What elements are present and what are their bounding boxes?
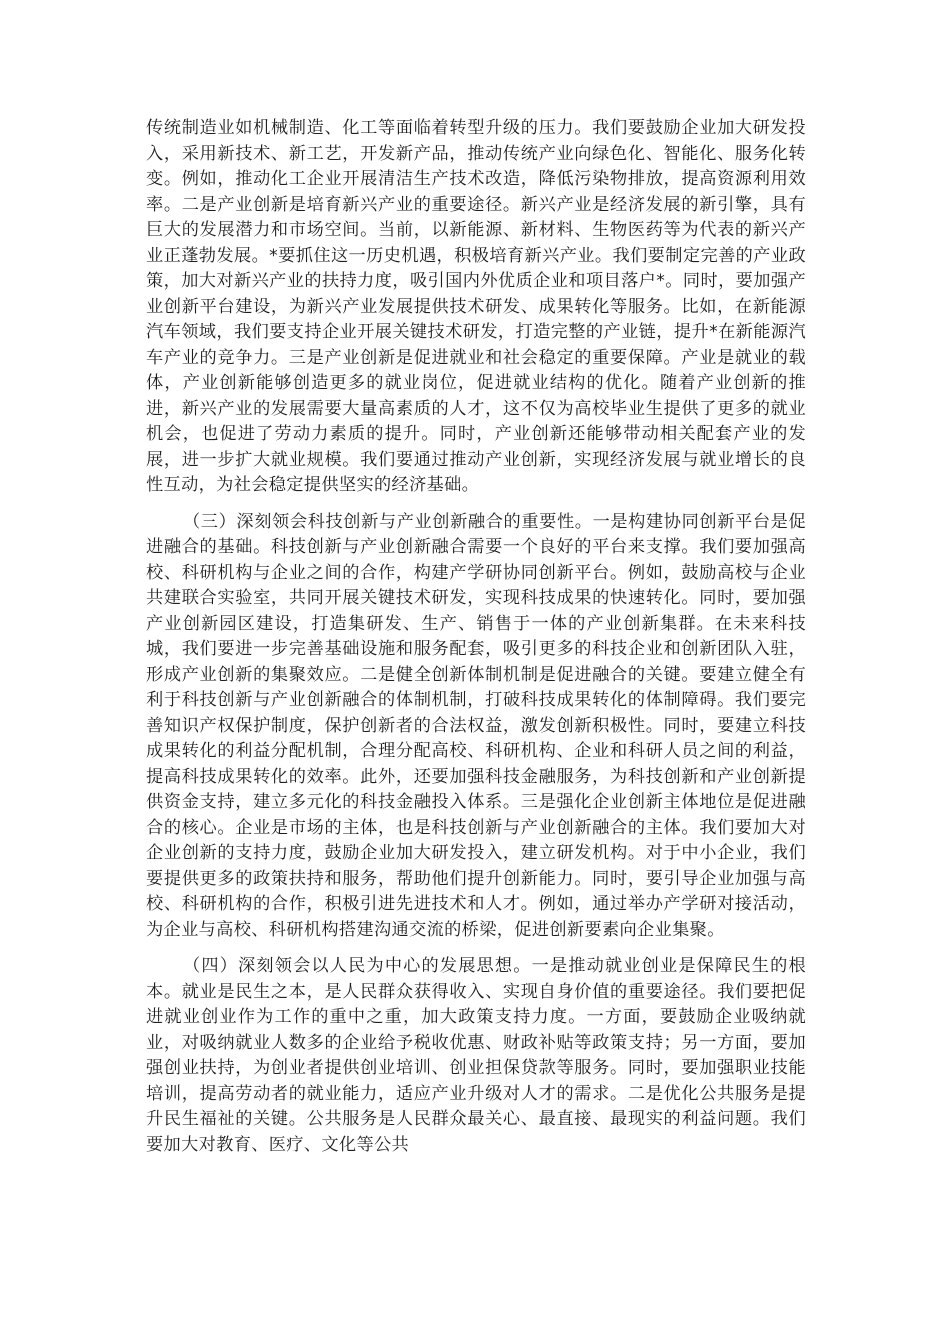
paragraph-section-four: （四）深刻领会以人民为中心的发展思想。一是推动就业创业是保障民生的根本。就业是民生之本，是人民群众获得收入、实现自身价值的重要途径。我们要把促进就业创业作为工作的重中之重，加大政策支持力度。一方面，要鼓励企业吸纳就业，对吸纳就业人数多的企业给予税收优惠、财政补贴等政策支持；另一方面，要加强创业扶持，为创业者提供创业培训、创业担保贷款等服务。同时，要加强职业技能培训，提高劳动者的就业能力，适应产业升级对人才的需求。二是优化公共服务是提升民生福祉的关键。公共服务是人民群众最关心、最直接、最现实的利益问题。我们要加大对教育、医疗、文化等公共 [146, 956, 806, 1155]
document-body [146, 116, 806, 1158]
paragraph-industry-innovation: 传统制造业如机械制造、化工等面临着转型升级的压力。我们要鼓励企业加大研发投入，采用新技术、新工艺，开发新产品，推动传统产业向绿色化、智能化、服务化转变。例如，推动化工企业开展清洁生产技术改造，降低污染物排放，提高资源利用效率。二是产业创新是培育新兴产业的重要途径。新兴产业是经济发展的新引擎，具有巨大的发展潜力和市场空间。当前，以新能源、新材料、生物医药等为代表的新兴产业正蓬勃发展。*要抓住这一历史机遇，积极培育新兴产业。我们要制定完善的产业政策，加大对新兴产业的扶持力度，吸引国内外优质企业和项目落户*。同时，要加强产业创新平台建设，为新兴产业发展提供技术研发、成果转化等服务。比如，在新能源汽车领域，我们要支持企业开展关键技术研发，打造完整的产业链，提升*在新能源汽车产业的竞争力。三是产业创新是促进就业和社会稳定的重要保障。产业是就业的载体，产业创新能够创造更多的就业岗位，促进就业结构的优化。随着产业创新的推进，新兴产业的发展需要大量高素质的人才，这不仅为高校毕业生提供了更多的就业机会，也促进了劳动力素质的提升。同时，产业创新还能够带动相关配套产业的发展，进一步扩大就业规模。我们要通过推动产业创新，实现经济发展与就业增长的良性互动，为社会稳定提供坚实的经济基础。 [146, 118, 806, 495]
paragraph-section-three: （三）深刻领会科技创新与产业创新融合的重要性。一是构建协同创新平台是促进融合的基础。科技创新与产业创新融合需要一个良好的平台来支撑。我们要加强高校、科研机构与企业之间的合作，构建产学研协同创新平台。例如，鼓励高校与企业共建联合实验室，共同开展关键技术研发，实现科技成果的快速转化。同时，要加强产业创新园区建设，打造集研发、生产、销售于一体的产业创新集群。在未来科技城，我们要进一步完善基础设施和服务配套，吸引更多的科技企业和创新团队入驻，形成产业创新的集聚效应。二是健全创新体制机制是促进融合的关键。要建立健全有利于科技创新与产业创新融合的体制机制，打破科技成果转化的体制障碍。我们要完善知识产权保护制度，保护创新者的合法权益，激发创新积极性。同时，要建立科技成果转化的利益分配机制，合理分配高校、科研机构、企业和科研人员之间的利益，提高科技成果转化的效率。此外，还要加强科技金融服务，为科技创新和产业创新提供资金支持，建立多元化的科技金融投入体系。三是强化企业创新主体地位是促进融合的核心。企业是市场的主体，也是科技创新与产业创新融合的主体。我们要加大对企业创新的支持力度，鼓励企业加大研发投入，建立研发机构。对于中小企业，我们要提供更多的政策扶持和服务，帮助他们提升创新能力。同时，要引导企业加强与高校、科研机构的合作，积极引进先进技术和人才。例如，通过举办产学研对接活动，为企业与高校、科研机构搭建沟通交流的桥梁，促进创新要素向企业集聚。 [146, 511, 806, 940]
